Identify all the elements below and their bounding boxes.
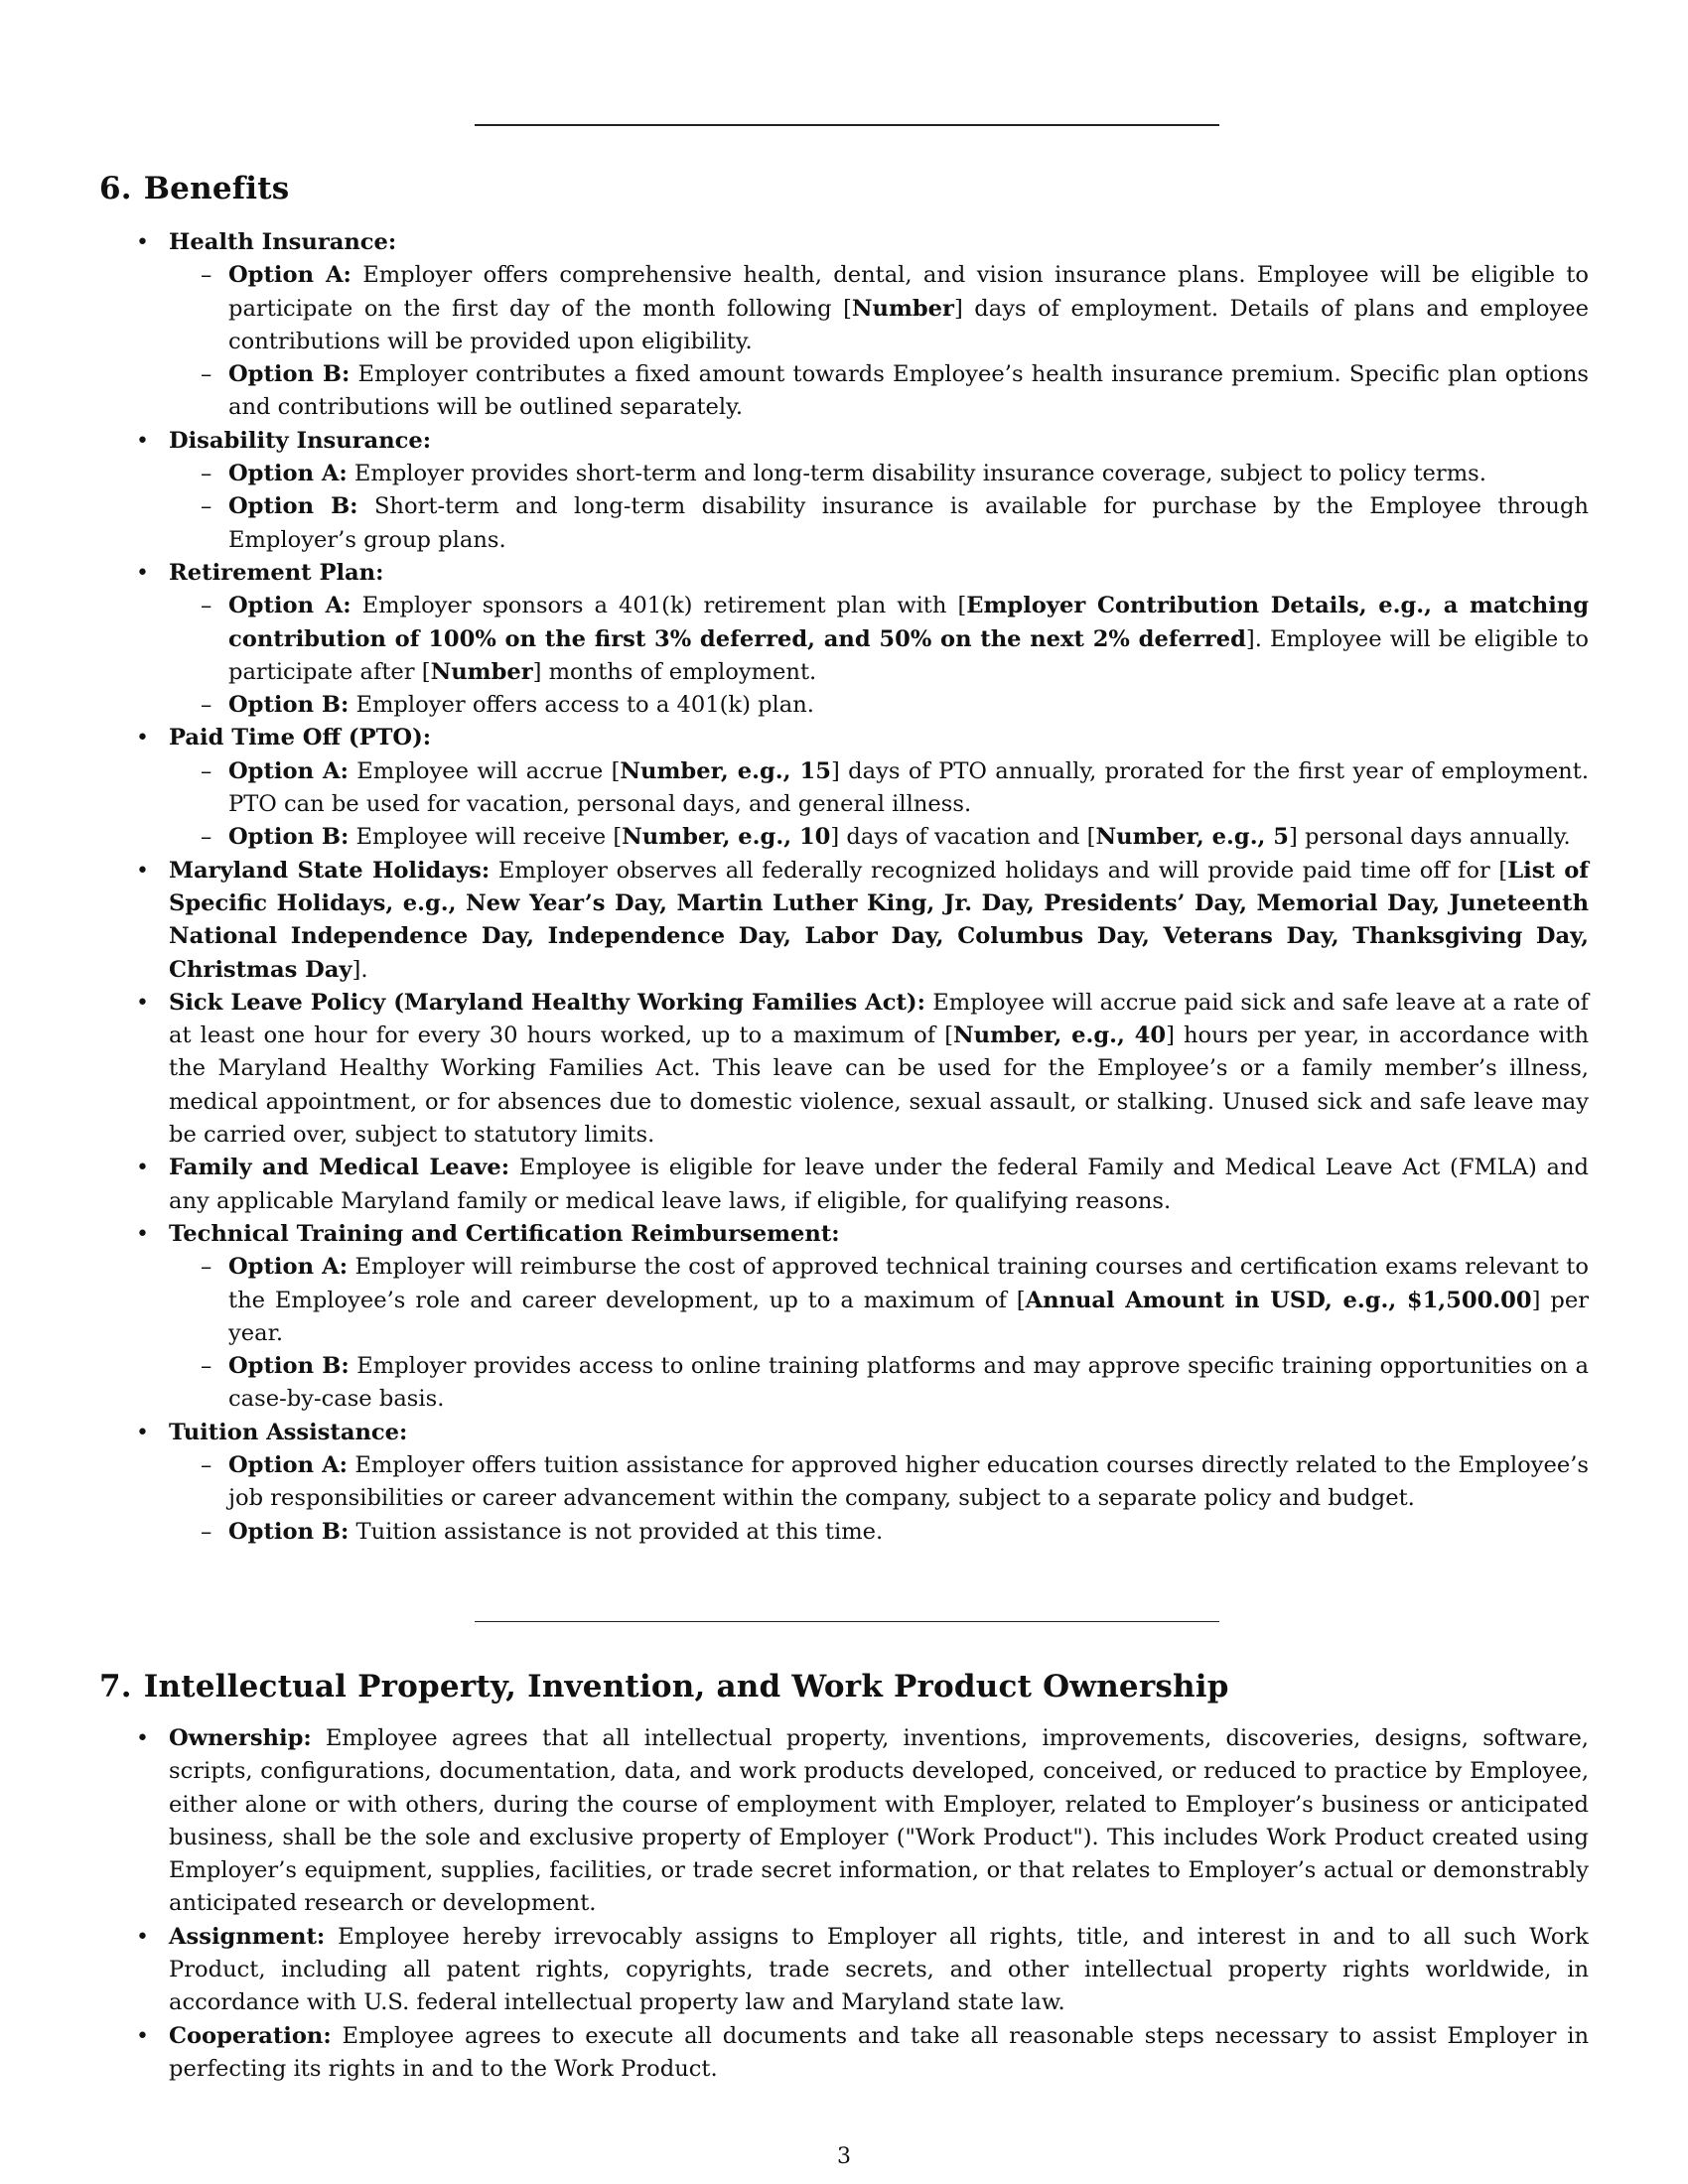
section-title: Benefits [143,171,290,206]
option-label: Option A: [228,262,352,289]
top-divider [475,124,1219,126]
section-number: 7. [99,1669,132,1705]
option-text: ] per year. [228,1287,1590,1346]
item-label: Disability Insurance: [169,427,432,454]
item-text: Employee hereby irrevocably assigns to Employer all rights, title, and interest in and to all such Work Product, including all patent rights, copyrights, trade secrets, and other intellectual property rights worldwide, in accordance with U.S. federal intellectual property law and Maryland state law. [169,1923,1590,2016]
option-b [169,1350,1589,1417]
item-text: Employer observes all federally recognized holidays and will provide paid time off for [ [497,857,1508,884]
option-text: Employer offers tuition assistance for approved higher education courses directly related to the Employee’s job responsibilities or career advancement within the company, subject to a separate policy and budget. [228,1451,1590,1512]
option-label: Option B: [228,692,350,719]
section-divider [475,1621,1219,1622]
section-title: Intellectual Property, Invention, and Work Product Ownership [143,1669,1229,1705]
option-list [169,755,1589,855]
item-label: Family and Medical Leave: [169,1155,510,1181]
item-label: Tuition Assistance: [169,1419,408,1445]
placeholder-field: Annual Amount in USD, e.g., $1,500.00 [1025,1287,1532,1313]
placeholder-field: Number, e.g., 15 [620,757,831,784]
item-label: Health Insurance: [169,229,397,255]
list-item-disability-insurance [99,425,1589,557]
option-b [169,821,1589,854]
placeholder-field: Employer Contribution Details, e.g., a matching contribution of 100% on the first 3% deferred, and 50% on the next 2% deferred [228,593,1590,652]
placeholder-field: List of Specific Holidays, e.g., New Year’s Day, Martin Luther King, Jr. Day, Presidents’ Day, Memorial Day, Juneteenth National Independence Day, Independence Day, Labor Day, Columbus Day, Veterans Day, Thanksgiving Day, Christmas Day [169,857,1589,983]
item-label: Technical Training and Certification Reimbursement: [169,1220,840,1247]
page-number: 3 [837,2144,851,2169]
option-a [169,1449,1589,1516]
benefits-list [99,226,1589,1549]
option-a [169,1251,1589,1350]
option-list [169,458,1589,557]
option-text: Employer sponsors a 401(k) retirement plan with [ [361,593,967,619]
item-label: Ownership: [169,1725,312,1751]
option-text: ] days of PTO annually, prorated for the first year of employment. PTO can be used for vacation, personal days, and general illness. [228,757,1589,818]
placeholder-field: Number [430,658,533,685]
item-text: Employee is eligible for leave under the federal Family and Medical Leave Act (FMLA) and any applicable Maryland family or medical leave laws, if eligible, for qualifying reasons. [169,1155,1589,1214]
option-label: Option B: [228,493,358,520]
list-item-health-insurance [99,226,1589,425]
list-item-paid-time-off [99,722,1589,854]
list-item-state-holidays [99,855,1589,987]
option-label: Option B: [228,824,350,851]
item-label: Sick Leave Policy (Maryland Healthy Working Families Act): [169,989,925,1016]
option-a [169,259,1589,358]
list-item-sick-leave [99,987,1589,1152]
option-label: Option B: [228,1353,350,1380]
list-item-ownership [99,1722,1589,1921]
option-label: Option A: [228,1451,348,1478]
section-7-heading [99,1669,1229,1705]
option-text: ] days of vacation and [ [830,824,1096,851]
option-label: Option A: [228,461,348,487]
section-number: 6. [99,171,132,206]
option-text: Tuition assistance is not provided at this time. [355,1518,884,1545]
item-label: Assignment: [169,1923,326,1950]
option-label: Option B: [228,1518,350,1545]
option-text: Employee will receive [ [355,824,623,851]
item-text: ] hours per year, in accordance with the Maryland Healthy Working Families Act. This leave can be used for the Employee’s or a family member’s illness, medical appointment, or for absences due to domestic violence, sexual assault, or stalking. Unused sick and safe leave may be carried over, subject to statutory limits. [169,1023,1589,1149]
item-label: Paid Time Off (PTO): [169,725,432,751]
option-b [169,689,1589,722]
option-b [169,1516,1589,1549]
item-text: Employee will accrue paid sick and safe leave at a rate of at least one hour for every 30 hours worked, up to a maximum of [ [169,989,1590,1049]
option-label: Option A: [228,1254,349,1281]
option-text: Short-term and long-term disability insurance is available for purchase by the Employee through Employer’s group plans. [228,493,1589,553]
option-text: Employer contributes a fixed amount towards Employee’s health insurance premium. Specific plan options and contributions will be outlined separately. [228,361,1589,421]
item-label: Cooperation: [169,2022,332,2049]
option-text: ] days of employment. Details of plans and employee contributions will be provided upon eligibility. [228,295,1589,354]
item-label: Maryland State Holidays: [169,857,491,884]
placeholder-field: Number [851,295,954,322]
option-b [169,490,1589,557]
option-list [169,1449,1589,1549]
option-list [169,259,1589,424]
option-text: Employer offers access to a 401(k) plan. [355,692,814,719]
list-item-family-medical-leave [99,1152,1589,1218]
option-b [169,358,1589,425]
option-text: Employer offers comprehensive health, dental, and vision insurance plans. Employee will be eligible to participate on the first day of the month following [ [228,262,1589,322]
option-text: ]. Employee will be eligible to participate after [ [228,625,1589,685]
option-label: Option A: [228,593,352,619]
option-text: Employer provides short-term and long-term disability insurance coverage, subject to policy terms. [353,461,1486,487]
item-text: Employee agrees to execute all documents and take all reasonable steps necessary to assist Employer in perfecting its rights in and to the Work Product. [169,2022,1589,2082]
list-item-retirement-plan [99,557,1589,722]
item-text: ]. [352,956,368,983]
option-text: ] months of employment. [532,658,817,685]
list-item-cooperation [99,2020,1589,2087]
option-list [169,1251,1589,1416]
item-label: Retirement Plan: [169,559,384,586]
item-text: Employee agrees that all intellectual property, inventions, improvements, discoveries, designs, software, scripts, configurations, documentation, data, and work products developed, conceived, or reduced to practice by Employee, either alone or with others, during the course of employment with Employer, related to Employer’s business or anticipated business, shall be the sole and exclusive property of Employer ("Work Product"). This includes Work Product created using Employer’s equipment, supplies, facilities, or trade secret information, or that relates to Employer’s actual or demonstrably anticipated research or development. [169,1725,1589,1917]
option-label: Option A: [228,757,349,784]
option-text: Employer provides access to online training platforms and may approve specific training opportunities on a case-by-case basis. [228,1353,1589,1413]
ip-list [99,1722,1589,2086]
list-item-tuition-assistance [99,1417,1589,1549]
option-list [169,590,1589,722]
placeholder-field: Number, e.g., 40 [953,1023,1167,1049]
list-item-training-reimbursement [99,1218,1589,1417]
option-a [169,458,1589,490]
list-item-assignment [99,1921,1589,2020]
section-6-heading [99,171,289,206]
placeholder-field: Number, e.g., 5 [1095,824,1290,851]
placeholder-field: Number, e.g., 10 [622,824,831,851]
option-label: Option B: [228,361,351,388]
option-a [169,755,1589,822]
option-a [169,590,1589,689]
option-text: Employee will accrue [ [356,757,621,784]
option-text: ] personal days annually. [1289,824,1571,851]
option-text: Employer will reimburse the cost of approved technical training courses and certification exams relevant to the Employee’s role and career development, up to a maximum of [ [228,1254,1589,1313]
